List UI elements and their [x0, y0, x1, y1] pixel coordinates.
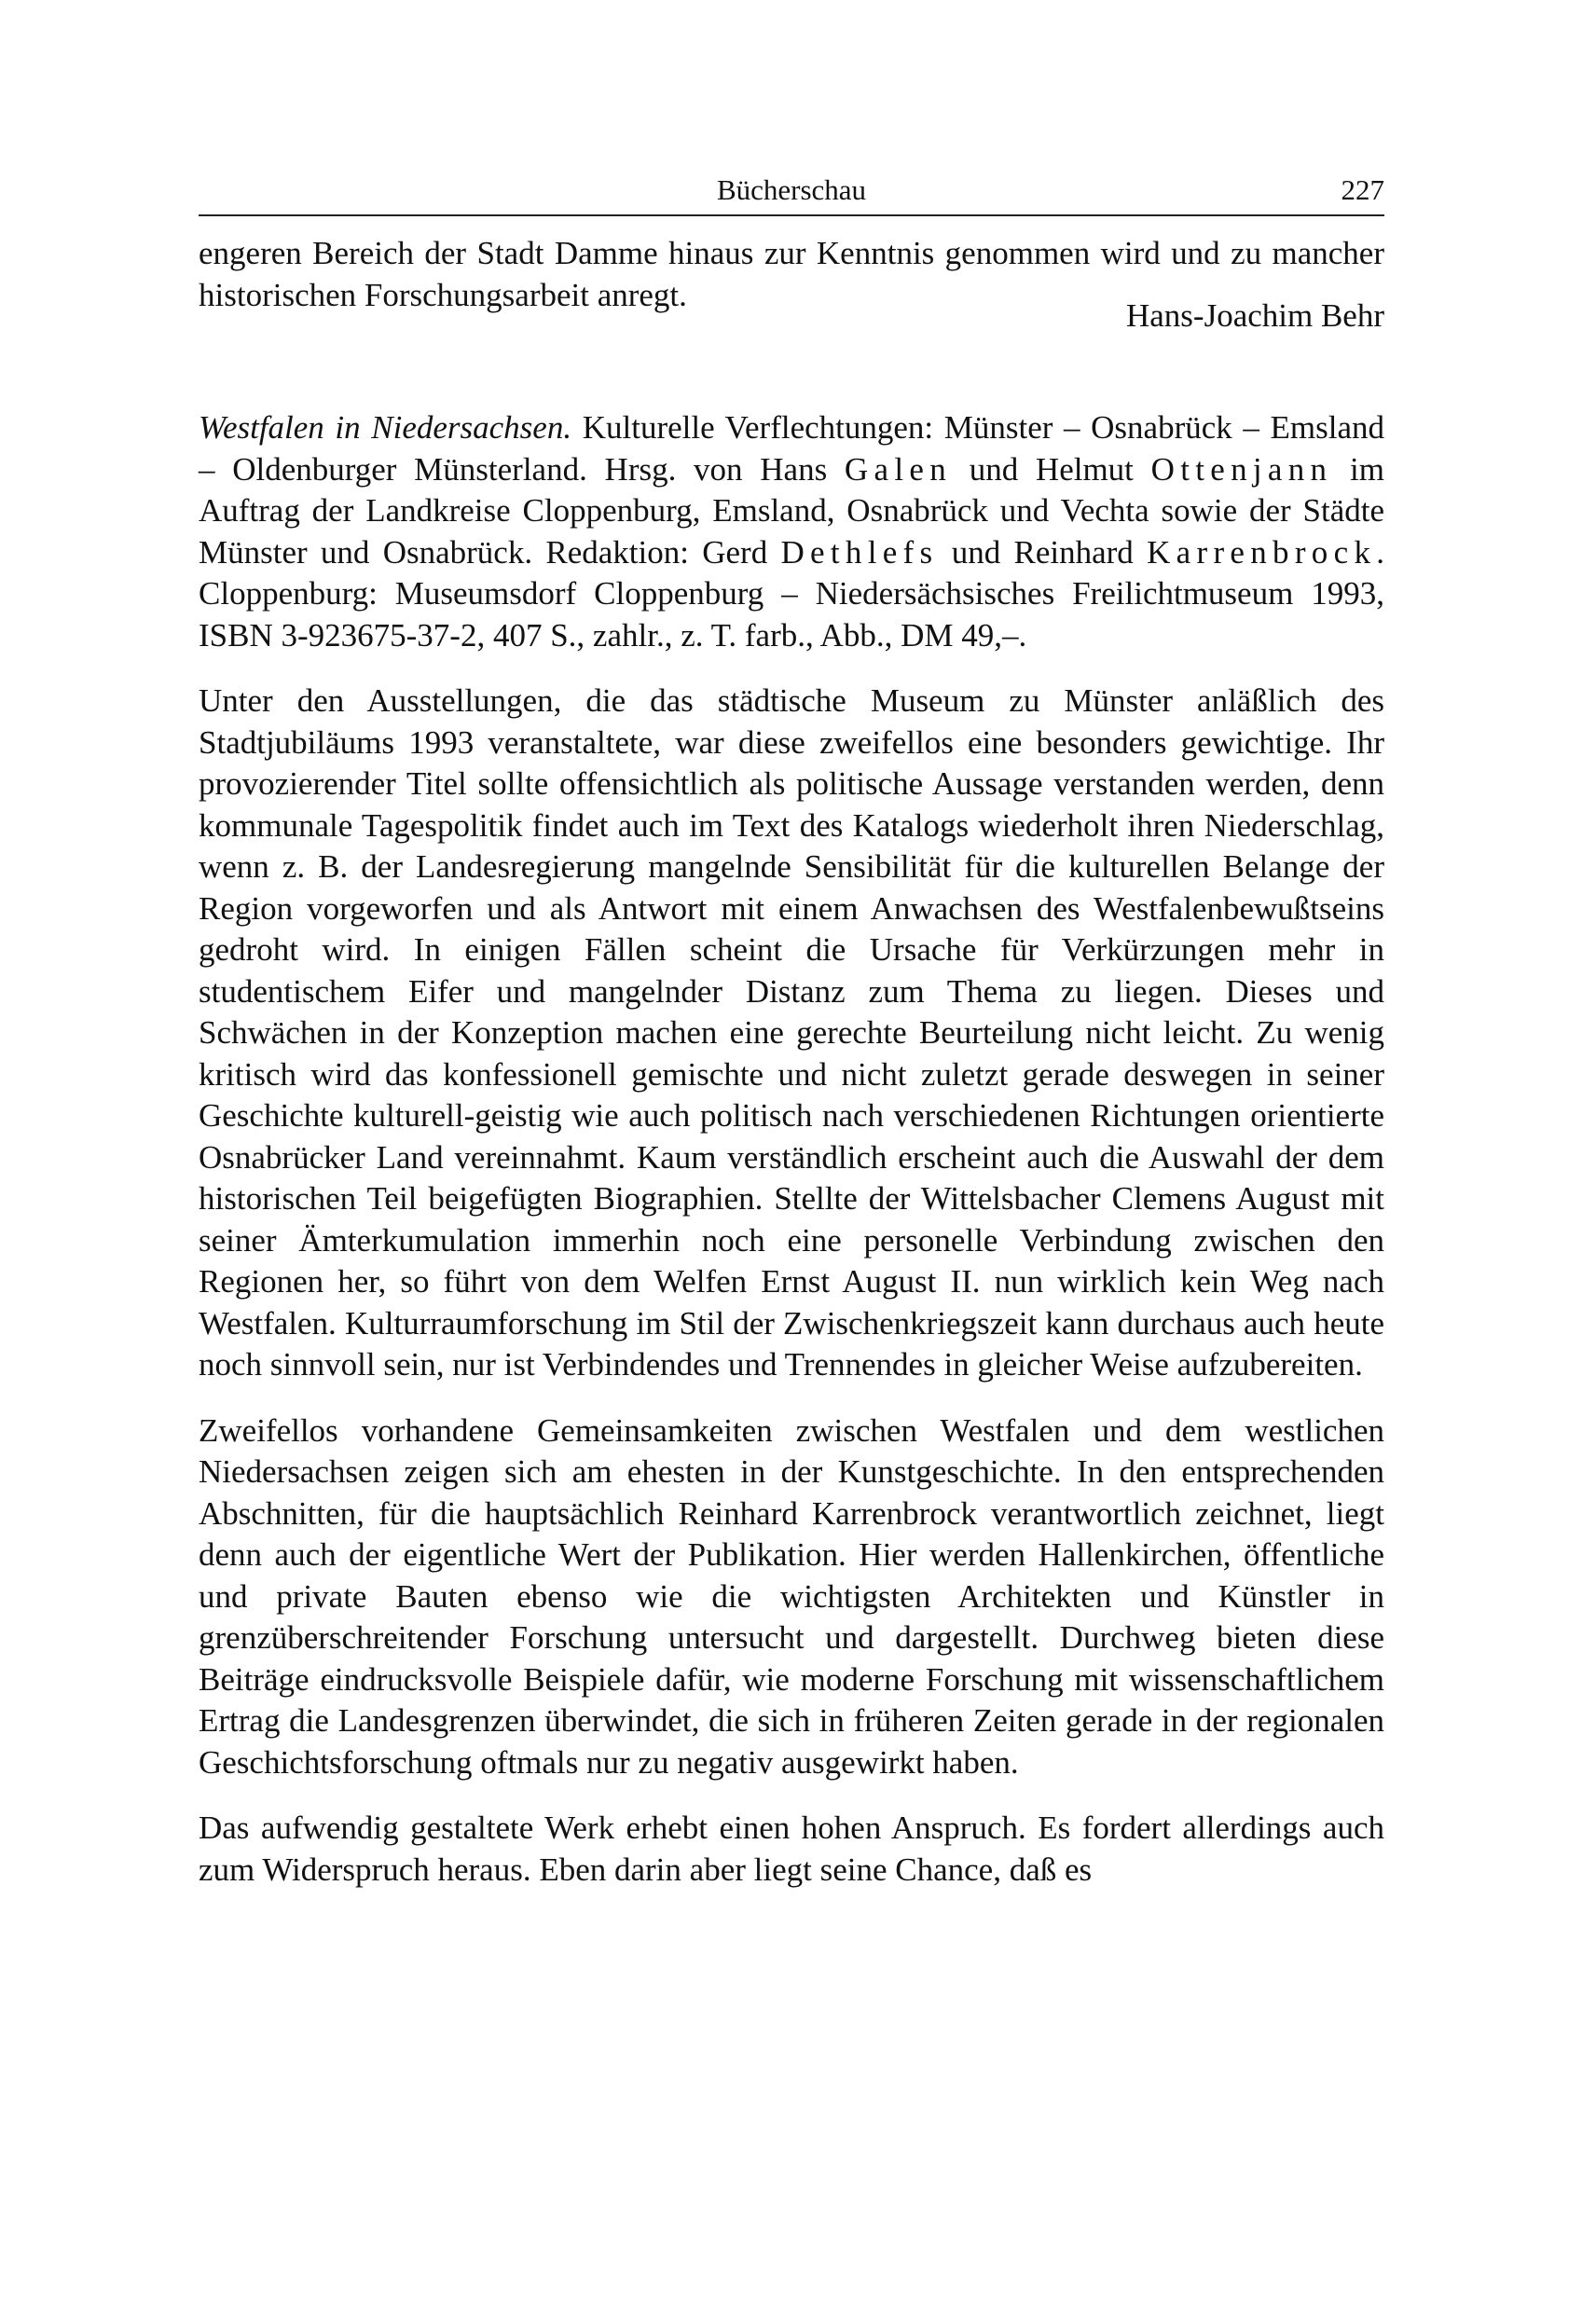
entry-text: im Auftrag der Landkreise Cloppenburg, Emsland, Osnabrück und Vechta sowie der Städte Münster und Osnabrück. Redaktion: Gerd: [199, 450, 1385, 571]
review-paragraph: Zweifellos vorhandene Gemeinsamkeiten zwischen Westfalen und dem westlichen Niedersachsen zeigen sich am ehesten in der Kunstgeschichte. In den entsprechenden Abschnitten, für die hauptsächlich Reinhard Karrenbrock verantwortlich zeichnet, liegt denn auch der eigentliche Wert der Publikation. Hier werden Hallenkirchen, öffentliche und private Bauten ebenso wie die wichtigsten Architekten und Künstler in grenzüberschreitender Forschung untersucht und dargestellt. Durchweg bieten diese Beiträge eindrucksvolle Beispiele dafür, wie moderne Forschung mit wissenschaftlichem Ertrag die Landesgrenzen überwindet, die sich in früheren Zeiten gerade in der regionalen Geschichtsforschung oftmals nur zu negativ ausgewirkt haben.: [199, 1411, 1384, 1781]
editor-name: Dethlefs: [780, 533, 939, 571]
editor-name: Ottenjann: [1150, 450, 1333, 488]
editor-name: Karrenbrock: [1147, 533, 1377, 571]
book-page: [199, 168, 1384, 1891]
bibliographic-entry: [199, 407, 1384, 656]
previous-review-ending: engeren Bereich der Stadt Damme hinaus zur Kenntnis genommen wird und zu mancher historischen Forschungsarbeit anregt.: [199, 235, 1384, 313]
editor-name: Galen: [844, 450, 952, 488]
running-header: [199, 168, 1384, 216]
running-title: Bücherschau: [716, 173, 867, 206]
book-title: Westfalen in Niedersachsen.: [199, 409, 572, 446]
entry-text: und Helmut: [952, 450, 1151, 488]
entry-text: . Cloppenburg: Museumsdorf Cloppenburg – Niedersächsisches Freilichtmuseum 1993, ISBN 3-923675-37-2, 407 S., zahlr., z. T. farb., Abb., DM 49,–.: [199, 533, 1384, 654]
reviewer-signature: Hans-Joachim Behr: [1125, 297, 1384, 334]
entry-text: Kulturelle Verflechtungen: Münster – Osnabrück – Emsland – Oldenburger Münsterland. Hrsg. von Hans: [199, 409, 1384, 488]
entry-text: und Reinhard: [938, 533, 1148, 571]
review-paragraph: Das aufwendig gestaltete Werk erhebt einen hohen Anspruch. Es fordert allerdings auch zum Widerspruch heraus. Eben darin aber liegt seine Chance, daß es: [199, 1810, 1384, 1888]
review-paragraph: Unter den Ausstellungen, die das städtische Museum zu Münster anläßlich des Stadtjubiläums 1993 veranstaltete, war diese zweifellos eine besonders gewichtige. Ihr provozierender Titel sollte offensichtlich als politische Aussage verstanden werden, denn kommunale Tagespolitik findet auch im Text des Katalogs wiederholt ihren Niederschlag, wenn z. B. der Landesregierung mangelnde Sensibilität für die kulturellen Belange der Region vorgeworfen und als Antwort mit einem Anwachsen des Westfalenbewußtseins gedroht wird. In einigen Fällen scheint die Ursache für Verkürzungen mehr in studentischem Eifer und mangelnder Distanz zum Thema zu liegen. Dieses und Schwächen in der Konzeption machen eine gerechte Beurteilung nicht leicht. Zu wenig kritisch wird das konfessionell gemischte und nicht zuletzt gerade deswegen in seiner Geschichte kulturell-geistig wie auch politisch nach verschiedenen Richtungen orientierte Osnabrücker Land vereinnahmt. Kaum verständlich erscheint auch die Auswahl der dem historischen Teil beigefügten Biographien. Stellte der Wittelsbacher Clemens August mit seiner Ämterkumulation immerhin noch eine personelle Verbindung zwischen den Regionen her, so führt von dem Welfen Ernst August II. nun wirklich kein Weg nach Westfalen. Kulturraumforschung im Stil der Zwischenkriegszeit kann durchaus auch heute noch sinnvoll sein, nur ist Verbindendes und Trennendes in gleicher Weise aufzubereiten.: [199, 682, 1384, 1383]
page-number: 227: [1341, 173, 1384, 206]
